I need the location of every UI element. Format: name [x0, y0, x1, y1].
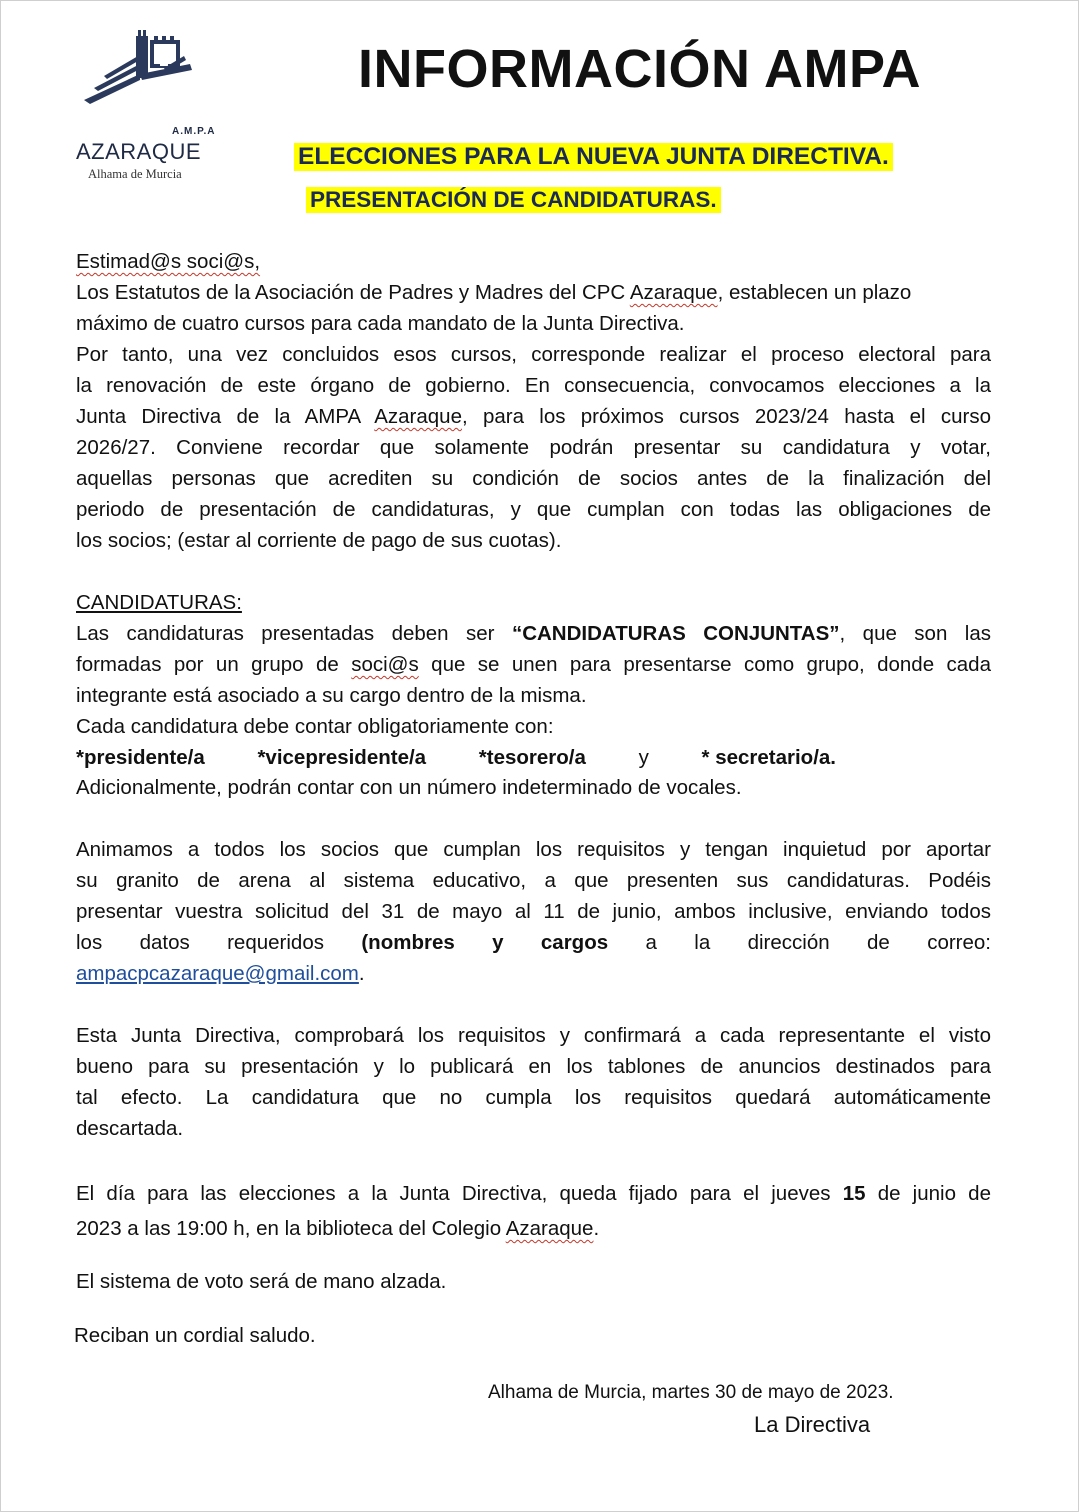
para-animamos — [76, 834, 991, 989]
para2-line2: la renovación de este órgano de gobierno. En consecuencia, convocamos elecciones a la — [76, 374, 991, 397]
candidaturas-line1: Las candidaturas presentadas deben ser “CANDIDATURAS CONJUNTAS”, que son las — [76, 622, 991, 645]
junta-line3: tal efecto. La candidatura que no cumpla los requisitos quedará automáticamente — [76, 1086, 991, 1109]
vocales-line-block — [76, 772, 991, 803]
para1-line1: Los Estatutos de la Asociación de Padres y Madres del CPC Azaraque, establecen un plazo — [76, 281, 912, 304]
email-line: ampacpcazaraque@gmail.com. — [76, 962, 365, 985]
role-vicepresidente: *vicepresidente/a — [257, 746, 427, 769]
greeting: Estimad@s soci@s, — [76, 250, 261, 273]
email-link[interactable]: ampacpcazaraque@gmail.com — [76, 962, 359, 985]
para2-line1: Por tanto, una vez concluidos esos cursos, corresponde realizar el proceso electoral para — [76, 343, 991, 366]
role-secretario: * secretario/a. — [701, 746, 836, 769]
animamos-line2: su granito de arena al sistema educativo, a que presenten sus candidaturas. Podéis — [76, 869, 991, 892]
fecha-line1: El día para las elecciones a la Junta Directiva, queda fijado para el jueves 15 de junio de — [76, 1182, 991, 1205]
animamos-line1: Animamos a todos los socios que cumplan los requisitos y tengan inquietud por aportar — [76, 838, 991, 861]
junta-line2: bueno para su presentación y lo publicará en los tablones de anuncios destinados para — [76, 1055, 991, 1078]
candidaturas-block — [76, 587, 991, 742]
page-title: INFORMACIÓN AMPA — [358, 39, 921, 99]
para1-line2: máximo de cuatro cursos para cada mandato de la Junta Directiva. — [76, 312, 685, 335]
logo-town: Alhama de Murcia — [88, 167, 182, 181]
logo-ampa-label: A.M.P.A — [172, 126, 216, 137]
role-tesorero: *tesorero/a — [478, 746, 586, 769]
subtitle-elecciones: ELECCIONES PARA LA NUEVA JUNTA DIRECTIVA. — [294, 143, 893, 171]
animamos-line3: presentar vuestra solicitud del 31 de mayo al 11 de junio, ambos inclusive, enviando todos — [76, 900, 991, 923]
candidaturas-line2: formadas por un grupo de soci@s que se unen para presentarse como grupo, donde cada — [76, 653, 991, 676]
logo-name: AZARAQUE — [76, 139, 202, 164]
signature: La Directiva — [754, 1412, 871, 1437]
para2 — [76, 339, 991, 556]
saludo-block — [74, 1320, 989, 1351]
subtitle-candidaturas: PRESENTACIÓN DE CANDIDATURAS. — [306, 187, 721, 213]
candidaturas-line4: Cada candidatura debe contar obligatoriamente con: — [76, 715, 554, 738]
role-conjunction: y — [638, 746, 649, 769]
ampa-logo — [76, 28, 221, 181]
para-fecha — [76, 1176, 991, 1246]
para2-line6: periodo de presentación de candidaturas, y que cumplan con todas las obligaciones de — [76, 498, 991, 521]
para2-line5: aquellas personas que acrediten su condición de socios antes de la finalización del — [76, 467, 991, 490]
junta-line4: descartada. — [76, 1117, 184, 1140]
fecha-line2: 2023 a las 19:00 h, en la biblioteca del Colegio Azaraque. — [76, 1217, 600, 1240]
candidaturas-line6: Adicionalmente, podrán contar con un número indeterminado de vocales. — [76, 776, 742, 799]
candidaturas-line3: integrante está asociado a su cargo dentro de la misma. — [76, 684, 587, 707]
para2-line7: los socios; (estar al corriente de pago de sus cuotas). — [76, 529, 562, 552]
role-presidente: *presidente/a — [76, 746, 205, 769]
place-date: Alhama de Murcia, martes 30 de mayo de 2023. — [488, 1382, 894, 1403]
animamos-line4: los datos requeridos (nombres y cargos a la dirección de correo: — [76, 931, 991, 954]
castle-logo-icon — [80, 28, 210, 108]
saludo-text: Reciban un cordial saludo. — [74, 1324, 316, 1347]
junta-line1: Esta Junta Directiva, comprobará los requisitos y confirmará a cada representante el visto — [76, 1024, 991, 1047]
required-roles — [76, 742, 836, 773]
greeting-block — [76, 246, 991, 339]
para-junta — [76, 1020, 991, 1144]
voto-block — [76, 1266, 991, 1297]
para2-line3: Junta Directiva de la AMPA Azaraque, para los próximos cursos 2023/24 hasta el curso — [76, 405, 991, 428]
candidaturas-heading: CANDIDATURAS: — [76, 591, 242, 614]
para2-line4: 2026/27. Conviene recordar que solamente podrán presentar su candidatura y votar, — [76, 436, 991, 459]
voto-text: El sistema de voto será de mano alzada. — [76, 1270, 447, 1293]
